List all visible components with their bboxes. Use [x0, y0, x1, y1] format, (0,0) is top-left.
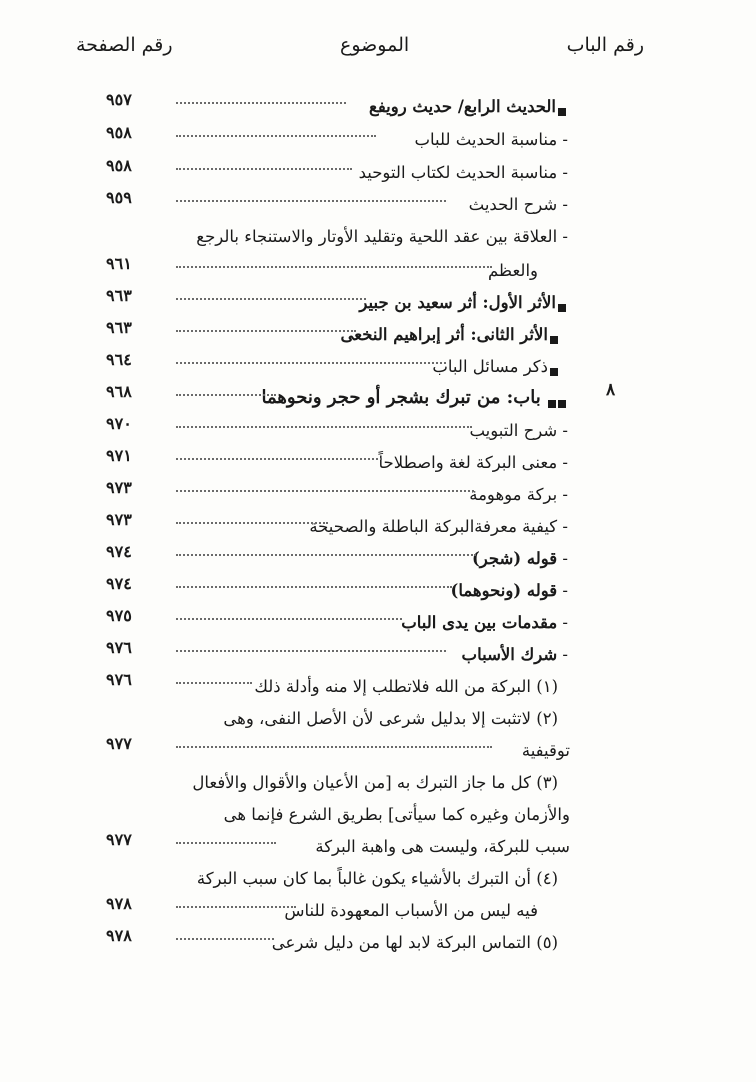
- toc-entry: [0, 764, 756, 794]
- page-number: ٩٧٠: [106, 414, 132, 433]
- page-number: ٩٥٧: [106, 90, 132, 109]
- dot-leader: [176, 458, 382, 460]
- page-number: ٩٧٥: [106, 606, 132, 625]
- entry-text: سبب للبركة، وليست هى واهبة البركة: [315, 837, 570, 856]
- dot-leader: [176, 394, 276, 396]
- entry-text: (٣) كل ما جاز التبرك به [من الأعيان والأقوال والأفعال: [192, 773, 558, 792]
- dot-leader: [176, 682, 252, 684]
- dot-leader: [176, 330, 356, 332]
- square-bullet-icon: [550, 368, 558, 376]
- page-number: ٩٦٨: [106, 382, 132, 401]
- dot-leader: [176, 362, 446, 364]
- dot-leader: [176, 650, 446, 652]
- entry-text: (٢) لاتثبت إلا بدليل شرعى لأن الأصل النفى، وهى: [223, 709, 558, 728]
- toc-entry-continuation: [0, 796, 756, 826]
- entry-text: مقدمات بين يدى الباب: [401, 613, 558, 632]
- toc-entry: [0, 924, 756, 954]
- dot-leader: [176, 842, 276, 844]
- toc-entry: [0, 700, 756, 730]
- chapter-number: ٨: [606, 380, 616, 400]
- toc-entry: - شرح التبويب ٩٧٠: [106, 414, 568, 440]
- page-number: ٩٧٨: [106, 926, 132, 945]
- square-bullet-icon: [558, 108, 566, 116]
- toc-entry: [0, 860, 756, 890]
- toc-entry: [0, 348, 756, 378]
- toc-entry: - العلاقة بين عقد اللحية وتقليد الأوتار والاستنجاء بالرجع: [196, 227, 568, 246]
- page-number-heading: رقم الصفحة: [76, 34, 173, 56]
- toc-entry-continuation: [0, 828, 756, 858]
- dot-leader: [176, 168, 352, 170]
- chapter-number-heading: رقم الباب: [566, 34, 644, 56]
- page-number: ٩٥٨: [106, 156, 132, 175]
- toc-entry-continuation: [0, 892, 756, 922]
- toc-entry: [0, 88, 756, 118]
- square-bullet-icon: [558, 400, 566, 408]
- dot-leader: [176, 938, 274, 940]
- entry-text: (٥) التماس البركة لابد لها من دليل شرعى: [271, 933, 558, 952]
- page-number: ٩٥٩: [106, 188, 132, 207]
- entry-text: توقيفية: [521, 741, 570, 760]
- dot-leader: [176, 618, 402, 620]
- entry-text: كيفية معرفةالبركة الباطلة والصحيحة: [309, 517, 558, 536]
- toc-entry-continuation: [0, 732, 756, 762]
- toc-entry: - قوله (شجر) ٩٧٤: [106, 542, 568, 568]
- entry-text: فيه ليس من الأسباب المعهودة للناس: [284, 901, 538, 920]
- toc-entry: - كيفية معرفةالبركة الباطلة والصحيحة ٩٧٣: [106, 510, 568, 536]
- toc-entry: - قوله (ونحوهما) ٩٧٤: [106, 574, 568, 600]
- page-number: ٩٧٣: [106, 478, 132, 497]
- page-number: ٩٧٤: [106, 542, 132, 561]
- page-number: ٩٧٧: [106, 830, 132, 849]
- dot-leader: [176, 298, 366, 300]
- column-header: [0, 30, 756, 64]
- entry-text: الأثر الثانى: أثر إبراهيم النخعى: [340, 325, 548, 344]
- toc-entry: - مناسبة الحديث للباب ٩٥٨: [106, 123, 568, 149]
- entry-text: والعظم: [487, 261, 538, 280]
- entry-text: شرح الحديث: [468, 195, 558, 214]
- page-number: ٩٧٨: [106, 894, 132, 913]
- dot-leader: [176, 135, 376, 137]
- toc-entry: - شرح الحديث ٩٥٩: [106, 188, 568, 214]
- entry-text: شرك الأسباب: [461, 645, 558, 664]
- dot-leader: [176, 522, 328, 524]
- toc-entry: [0, 316, 756, 346]
- topic-heading: الموضوع: [340, 34, 410, 56]
- dot-leader: [176, 554, 476, 556]
- entry-text: شرح التبويب: [469, 421, 558, 440]
- entry-text: الأثر الأول: أثر سعيد بن جبير: [359, 293, 556, 312]
- dot-leader: [176, 102, 346, 104]
- toc-entry-continuation: [0, 252, 756, 282]
- toc-entry: [0, 668, 756, 698]
- dot-leader: [176, 906, 296, 908]
- toc-entry: [0, 284, 756, 314]
- entry-text: (٤) أن التبرك بالأشياء يكون غالباً بما كان سبب البركة: [196, 869, 558, 888]
- square-bullet-icon: [550, 336, 558, 344]
- page-number: ٩٧٦: [106, 670, 132, 689]
- entry-text: معنى البركة لغة واصطلاحاً: [378, 453, 558, 472]
- entry-text: العلاقة بين عقد اللحية وتقليد الأوتار والاستنجاء بالرجع: [196, 227, 558, 246]
- entry-text: مناسبة الحديث لكتاب التوحيد: [358, 163, 558, 182]
- toc-entry: - بركة موهومة ٩٧٣: [106, 478, 568, 504]
- dot-leader: [176, 200, 446, 202]
- toc-entry: - مقدمات بين يدى الباب ٩٧٥: [106, 606, 568, 632]
- square-bullet-icon: [558, 304, 566, 312]
- toc-entry: - مناسبة الحديث لكتاب التوحيد ٩٥٨: [106, 156, 568, 182]
- dot-leader: [176, 586, 452, 588]
- page-number: ٩٧٧: [106, 734, 132, 753]
- page-number: ٩٧٤: [106, 574, 132, 593]
- page-number: ٩٧١: [106, 446, 132, 465]
- entry-text: قوله (ونحوهما): [450, 581, 558, 600]
- page-number: ٩٥٨: [106, 123, 132, 142]
- entry-text: باب: من تبرك بشجر أو حجر ونحوهما: [261, 387, 541, 408]
- entry-text: ذكر مسائل الباب: [432, 357, 548, 376]
- toc-entry: - شرك الأسباب ٩٧٦: [106, 638, 568, 664]
- page-number: ٩٧٦: [106, 638, 132, 657]
- toc-entry-chapter: [0, 380, 756, 410]
- page-number: ٩٦٤: [106, 350, 132, 369]
- square-bullet-icon: [548, 400, 556, 408]
- entry-text: بركة موهومة: [469, 485, 558, 504]
- dot-leader: [176, 746, 492, 748]
- dot-leader: [176, 490, 474, 492]
- entry-text: الحديث الرابع/ حديث رويفع: [369, 97, 556, 116]
- page-number: ٩٦١: [106, 254, 132, 273]
- entry-text: والأزمان وغيره كما سيأتى] بطريق الشرع فإنما هى: [223, 805, 570, 824]
- entry-text: قوله (شجر): [471, 549, 558, 568]
- entry-text: (١) البركة من الله فلاتطلب إلا منه وأدلة ذلك: [254, 677, 558, 696]
- toc-entry: - معنى البركة لغة واصطلاحاً ٩٧١: [106, 446, 568, 472]
- dot-leader: [176, 266, 492, 268]
- page-number: ٩٦٣: [106, 286, 132, 305]
- dot-leader: [176, 426, 472, 428]
- entry-text: مناسبة الحديث للباب: [414, 130, 558, 149]
- page-number: ٩٦٣: [106, 318, 132, 337]
- page-number: ٩٧٣: [106, 510, 132, 529]
